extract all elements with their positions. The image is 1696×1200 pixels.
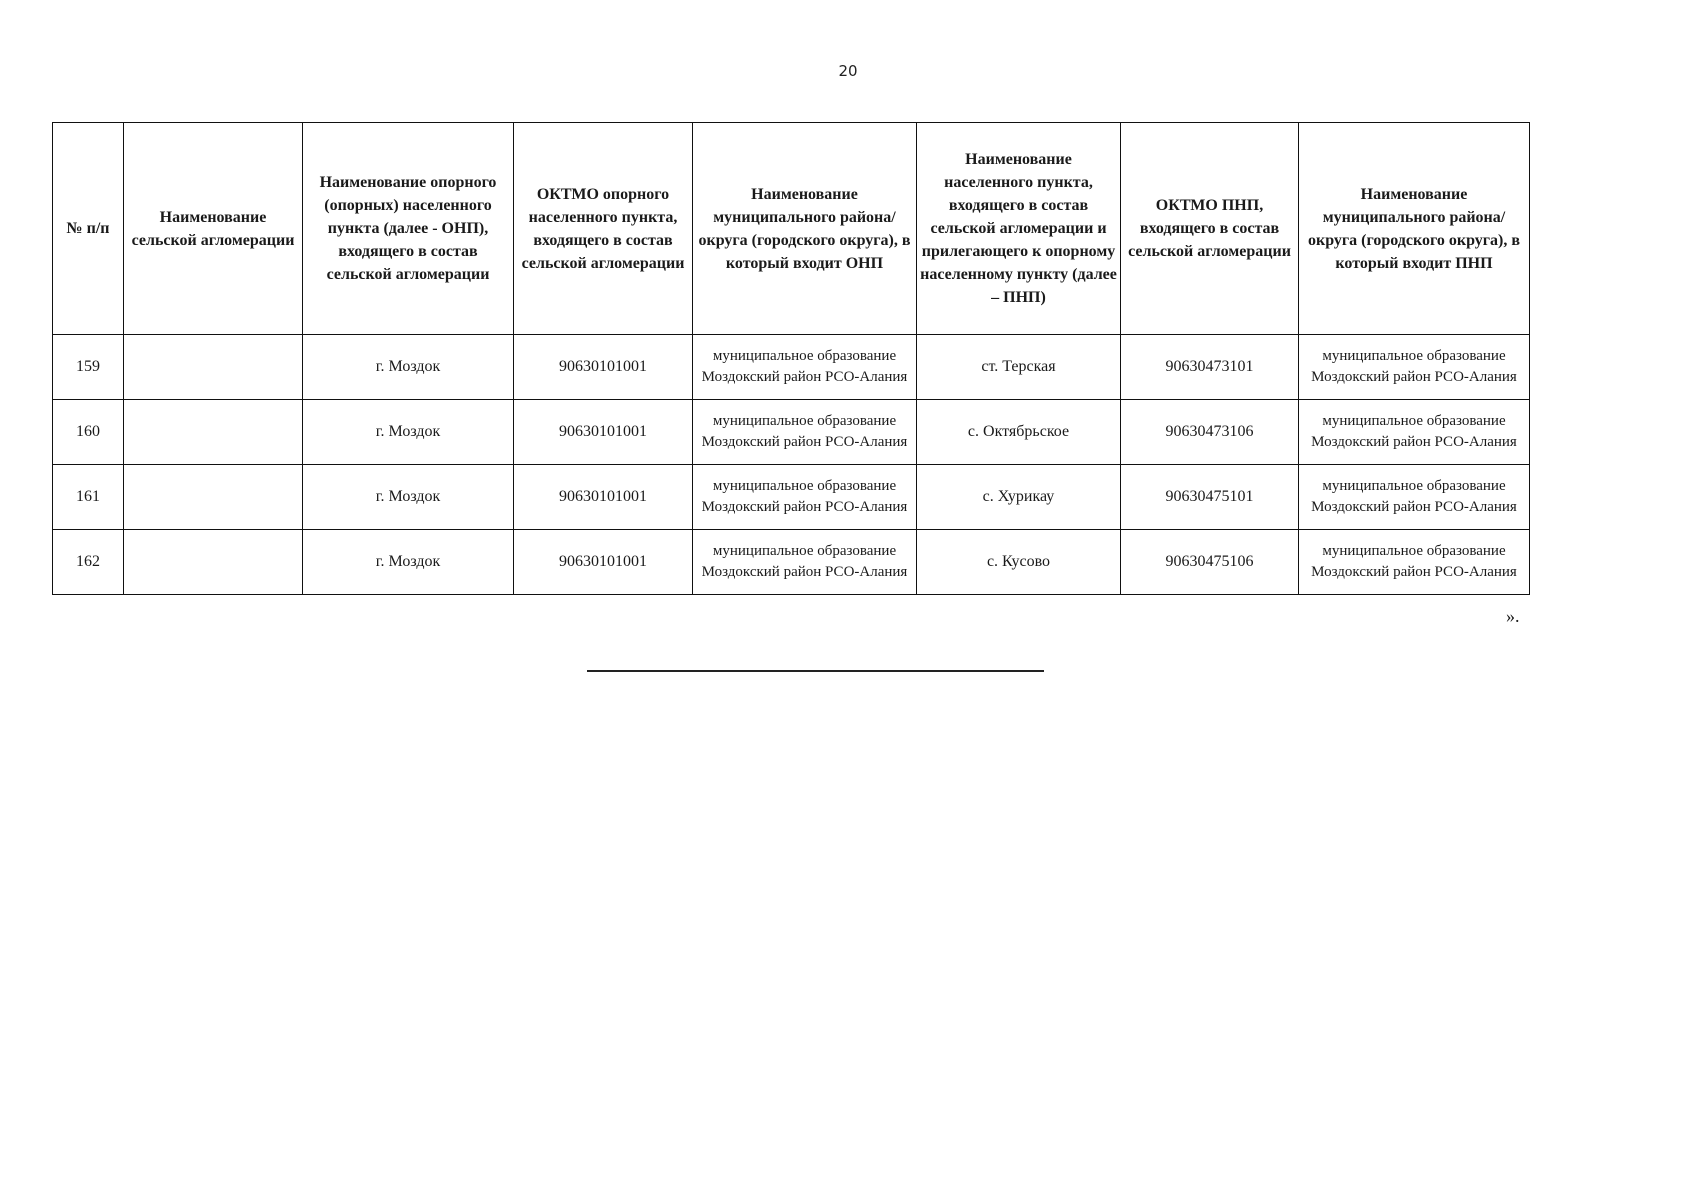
cell-number: 159 (53, 335, 124, 400)
cell-pnp-district: муниципальное образование Моздокский район РСО-Алания (1299, 400, 1530, 465)
table-row (53, 335, 1530, 400)
cell-pnp-name: с. Кусово (917, 530, 1121, 595)
cell-agglomeration-name (124, 400, 303, 465)
header-number: № п/п (53, 123, 124, 335)
cell-onp-oktmo: 90630101001 (514, 335, 693, 400)
cell-onp-oktmo: 90630101001 (514, 530, 693, 595)
cell-pnp-district: муниципальное образование Моздокский район РСО-Алания (1299, 335, 1530, 400)
page-number: 20 (838, 62, 858, 80)
cell-onp-name: г. Моздок (303, 400, 514, 465)
cell-pnp-name: с. Октябрьское (917, 400, 1121, 465)
cell-agglomeration-name (124, 530, 303, 595)
cell-onp-district: муниципальное образование Моздокский район РСО-Алания (693, 400, 917, 465)
header-onp-oktmo: ОКТМО опорного населенного пункта, входящего в состав сельской агломерации (514, 123, 693, 335)
cell-pnp-oktmo: 90630475101 (1121, 465, 1299, 530)
cell-pnp-district: муниципальное образование Моздокский район РСО-Алания (1299, 465, 1530, 530)
cell-pnp-oktmo: 90630473101 (1121, 335, 1299, 400)
cell-onp-district: муниципальное образование Моздокский район РСО-Алания (693, 335, 917, 400)
header-onp-name: Наименование опорного (опорных) населенного пункта (далее - ОНП), входящего в состав сельской агломерации (303, 123, 514, 335)
cell-onp-district: муниципальное образование Моздокский район РСО-Алания (693, 465, 917, 530)
table-row (53, 530, 1530, 595)
header-onp-district: Наименование муниципального района/округа (городского округа), в который входит ОНП (693, 123, 917, 335)
cell-number: 161 (53, 465, 124, 530)
cell-number: 160 (53, 400, 124, 465)
cell-pnp-oktmo: 90630473106 (1121, 400, 1299, 465)
cell-onp-name: г. Моздок (303, 335, 514, 400)
cell-onp-district: муниципальное образование Моздокский район РСО-Алания (693, 530, 917, 595)
separator-line (587, 670, 1044, 672)
table-header-row (53, 123, 1530, 335)
cell-pnp-district: муниципальное образование Моздокский район РСО-Алания (1299, 530, 1530, 595)
header-agglomeration-name: Наименование сельской агломерации (124, 123, 303, 335)
table-row (53, 400, 1530, 465)
cell-pnp-name: с. Хурикау (917, 465, 1121, 530)
cell-onp-oktmo: 90630101001 (514, 400, 693, 465)
cell-onp-name: г. Моздок (303, 530, 514, 595)
table-row (53, 465, 1530, 530)
cell-number: 162 (53, 530, 124, 595)
cell-agglomeration-name (124, 335, 303, 400)
cell-onp-oktmo: 90630101001 (514, 465, 693, 530)
cell-pnp-name: ст. Терская (917, 335, 1121, 400)
agglomeration-table (52, 122, 1530, 595)
header-pnp-oktmo: ОКТМО ПНП, входящего в состав сельской агломерации (1121, 123, 1299, 335)
cell-pnp-oktmo: 90630475106 (1121, 530, 1299, 595)
header-pnp-name: Наименование населенного пункта, входящего в состав сельской агломерации и прилегающего к опорному населенному пункту (далее – ПНП) (917, 123, 1121, 335)
closing-quote-mark: ». (1506, 606, 1520, 626)
header-pnp-district: Наименование муниципального района/округа (городского округа), в который входит ПНП (1299, 123, 1530, 335)
cell-agglomeration-name (124, 465, 303, 530)
cell-onp-name: г. Моздок (303, 465, 514, 530)
